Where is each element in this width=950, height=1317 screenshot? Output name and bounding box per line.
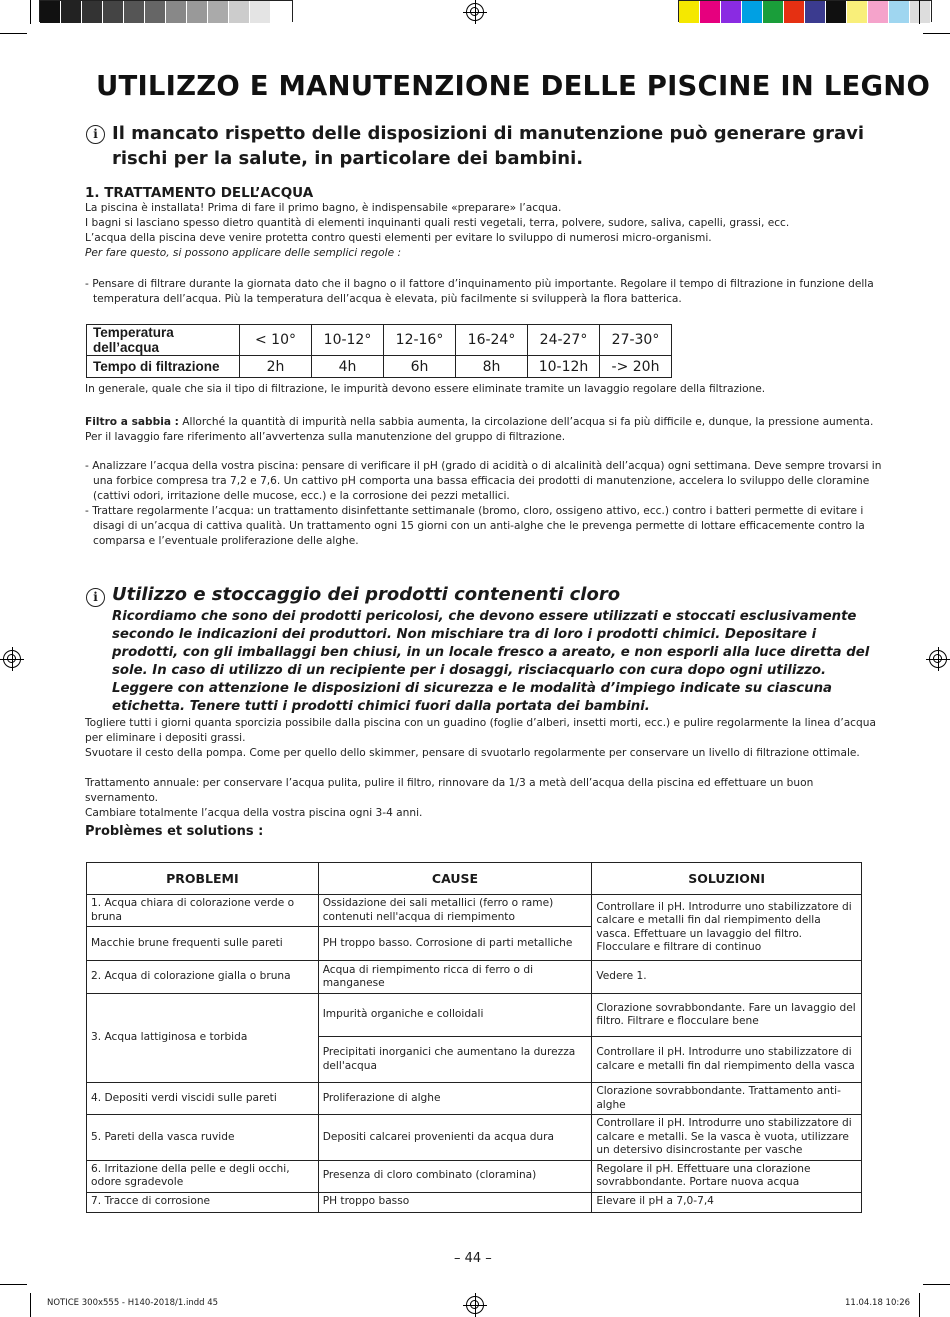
color-swatch [784,1,805,23]
maintenance-line: Svuotare il cesto della pompa. Come per quello dello skimmer, pensare di svuotarlo regolarmente per conservare un livello di filtrazione ottimale. [85,747,860,759]
color-swatch [250,1,271,23]
registration-mark-icon [466,1296,484,1314]
solution-cell: Clorazione sovrabbondante. Trattamento anti-alghe [592,1083,862,1115]
cause-cell: Depositi calcarei provenienti da acqua dura [318,1115,592,1161]
solution-cell: Controllare il pH. Introdurre uno stabilizzatore di calcare e metalli fin dal riempimento della vasca [592,1037,862,1083]
filtration-time-table [86,324,672,378]
intro-line: I bagni si lasciano spesso dietro quantità di elementi inquinanti quali resti vegetali, terra, polvere, sudore, saliva, capelli, grassi, ecc. [85,217,790,229]
crop-mark [923,33,950,34]
cause-cell: PH troppo basso [318,1192,592,1212]
table-row [87,961,862,994]
color-swatch [847,1,868,23]
column-header: PROBLEMI [87,863,319,895]
color-swatch [910,1,931,23]
temperature-row [87,325,672,356]
temperature-cell: 10-12° [312,325,384,356]
color-swatch [700,1,721,23]
color-swatch [103,1,124,23]
maintenance-paragraph [85,716,885,761]
cause-cell: Precipitati inorganici che aumentano la durezza dell'acqua [318,1037,592,1083]
solution-cell: Controllare il pH. Introdurre uno stabilizzatore di calcare e metalli. Se la vasca è vuota, utilizzare un detersivo disincrostante per vasche [592,1115,862,1161]
color-swatch [721,1,742,23]
chlorine-title: Utilizzo e stoccaggio dei prodotti contenenti cloro [112,584,621,605]
color-swatch [889,1,910,23]
table-row [87,1083,862,1115]
color-swatch [82,1,103,23]
color-swatch [763,1,784,23]
cause-cell: Ossidazione dei sali metallici (ferro o rame) contenuti nell'acqua di riempimento [318,895,592,927]
sand-filter-paragraph [85,415,885,445]
color-swatch [271,1,292,23]
table-header-row [87,863,862,895]
solution-cell: Vedere 1. [592,961,862,994]
solution-cell: Elevare il pH a 7,0-7,4 [592,1192,862,1212]
color-calibration-bar [678,0,932,22]
footer-file-name: NOTICE 300x555 - H140-2018/1.indd 45 [47,1298,219,1308]
crop-mark [923,1284,950,1285]
table-row [87,1192,862,1212]
page-title: UTILIZZO E MANUTENZIONE DELLE PISCINE IN LEGNO [96,70,931,102]
temperature-cell: 27-30° [600,325,672,356]
filtration-row [87,356,672,378]
solution-cell: Controllare il pH. Introdurre uno stabilizzatore di calcare e metalli fin dal riempimento della vasca. Effettuare un lavaggio del filtro. Flocculare e filtrare di continuo [592,895,862,961]
crop-mark [30,1293,31,1317]
gray-calibration-bar [39,0,293,22]
problem-cell: 1. Acqua chiara di colorazione verde o bruna [87,895,319,927]
cause-cell: PH troppo basso. Corrosione di parti metalliche [318,927,592,961]
footer-date: 11.04.18 10:26 [845,1298,911,1308]
temperature-cell: 24-27° [528,325,600,356]
crop-mark [0,33,27,34]
sand-filter-text: Allorché la quantità di impurità nella sabbia aumenta, la circolazione dell’acqua si fa più difficile e, dunque, la pressione aumenta. [178,416,874,428]
section-title: 1. TRATTAMENTO DELL’ACQUA [85,185,314,201]
color-swatch [229,1,250,23]
filtration-cell: 4h [312,356,384,378]
cause-cell: Proliferazione di alghe [318,1083,592,1115]
intro-paragraph [85,201,885,261]
intro-rules-line: Per fare questo, si possono applicare delle semplici regole : [85,247,402,259]
maintenance-line: Togliere tutti i giorni quanta sporcizia possibile dalla piscina con un guadino (foglie d’alberi, insetti morti, ecc.) e pulire regolarmente la linea d’acqua per eliminare i depositi grassi. [85,717,876,744]
problems-table [86,862,862,1213]
crop-mark [30,0,31,24]
color-swatch [679,1,700,23]
color-swatch [868,1,889,23]
color-swatch [187,1,208,23]
intro-line: L’acqua della piscina deve venire protetta contro questi elementi per evitare lo sviluppo di numerosi micro-organismi. [85,232,712,244]
temperature-cell: < 10° [240,325,312,356]
filtration-label: Tempo di filtrazione [87,356,240,378]
crop-mark [0,1284,27,1285]
annual-line: Trattamento annuale: per conservare l’acqua pulita, pulire il filtro, rinnovare da 1/3 a metà dell’acqua della piscina ed effettuare un buon svernamento. [85,777,814,804]
chlorine-warning: Ricordiamo che sono dei prodotti pericolosi, che devono essere utilizzati e stoccati esclusivamente secondo le indicazioni dei produttori. Non mischiare tra di loro i prodotti chimici. Depositare i prodotti, con gli imballaggi ben chiusi, in un locale fresco a areato, e non esporli alla luce diretta del sole. In caso di utilizzo di un recipiente per i dosaggi, risciacquarlo con cura dopo ogni utilizzo. Leggere con attenzione le disposizioni di sicurezza e le modalità d’impiego indicate su ciascuna etichetta. Tenere tutti i prodotti chimici fuori dalla portata dei bambini. [112,609,870,714]
problems-title: Problèmes et solutions : [85,824,264,839]
problem-cell: 7. Tracce di corrosione [87,1192,319,1212]
registration-mark-icon [3,650,21,668]
crop-mark [919,1293,920,1317]
general-paragraph: In generale, quale che sia il tipo di filtrazione, le impurità devono essere eliminate tramite un lavaggio regolare della filtrazione. [85,383,766,395]
color-swatch [742,1,763,23]
color-swatch [166,1,187,23]
annual-line: Cambiare totalmente l’acqua della vostra piscina ogni 3-4 anni. [85,807,423,819]
treat-bullet: - Trattare regolarmente l’acqua: un trattamento disinfettante settimanale (bromo, cloro, ossigeno attivo, ecc.) contro i batteri permette di evitare i disagi di un’acqua di cattiva qualità. Un trattamento ogni 15 giorni con un anti-alghe che le prevenga permette di lottare efficacemente contro la comparsa e l’eventuale proliferazione delle alghe. [85,505,865,547]
column-header: SOLUZIONI [592,863,862,895]
table-row [87,1160,862,1192]
registration-mark-icon [466,3,484,21]
temperature-cell: 12-16° [384,325,456,356]
problem-cell: 5. Pareti della vasca ruvide [87,1115,319,1161]
table-row [87,895,862,927]
color-swatch [208,1,229,23]
solution-cell: Clorazione sovrabbondante. Fare un lavaggio del filtro. Filtrare e flocculare bene [592,994,862,1037]
problem-cell: 4. Depositi verdi viscidi sulle pareti [87,1083,319,1115]
page-number: – 44 – [454,1251,492,1266]
temperature-label: Temperatura dell’acqua [87,325,240,356]
intro-line: La piscina è installata! Prima di fare il primo bagno, è indispensabile «preparare» l’acqua. [85,202,562,214]
problem-cell: Macchie brune frequenti sulle pareti [87,927,319,961]
color-swatch [805,1,826,23]
color-swatch [40,1,61,23]
color-swatch [124,1,145,23]
cause-cell: Impurità organiche e colloidali [318,994,592,1037]
crop-mark [919,0,920,24]
problem-cell: 3. Acqua lattiginosa e torbida [87,994,319,1083]
info-circle-icon: i [86,125,105,144]
temperature-cell: 16-24° [456,325,528,356]
cause-cell: Acqua di riempimento ricca di ferro o di manganese [318,961,592,994]
color-swatch [61,1,82,23]
problem-cell: 2. Acqua di colorazione gialla o bruna [87,961,319,994]
cause-cell: Presenza di cloro combinato (cloramina) [318,1160,592,1192]
color-swatch [826,1,847,23]
sand-filter-line: Per il lavaggio fare riferimento all’avvertenza sulla manutenzione del gruppo di filtrazione. [85,431,566,443]
solution-cell: Regolare il pH. Effettuare una clorazione sovrabbondante. Portare nuova acqua [592,1160,862,1192]
filtration-cell: 2h [240,356,312,378]
column-header: CAUSE [318,863,592,895]
filtration-cell: 8h [456,356,528,378]
filtration-cell: -> 20h [600,356,672,378]
filtration-cell: 6h [384,356,456,378]
filtering-bullet: - Pensare di filtrare durante la giornata dato che il bagno o il fattore d’inquinamento più importante. Regolare il tempo di filtrazione in funzione della temperatura dell’acqua. Più la temperatura dell’acqua è elevata, più facilmente si svilupperà la flora batterica. [85,278,874,305]
table-row [87,994,862,1037]
color-swatch [145,1,166,23]
info-circle-icon: i [86,588,105,607]
sand-filter-label: Filtro a sabbia : [85,416,179,428]
annual-treatment-paragraph [85,776,885,821]
safety-warning: Il mancato rispetto delle disposizioni di manutenzione può generare gravi rischi per la salute, in particolare dei bambini. [112,123,865,169]
filtration-cell: 10-12h [528,356,600,378]
problem-cell: 6. Irritazione della pelle e degli occhi, odore sgradevole [87,1160,319,1192]
table-row [87,1115,862,1161]
analyze-bullet: - Analizzare l’acqua della vostra piscina: pensare di verificare il pH (grado di acidità o di alcalinità dell’acqua) ogni settimana. Deve sempre trovarsi in una forbice compresa tra 7,2 e 7,6. Un cattivo pH comporta una bassa efficacia dei prodotti di manutenzione, accelera lo sviluppo delle cloramine (cattivi odori, irritazione delle mucose, ecc.) e la corrosione dei pezzi metallici. [85,460,882,502]
registration-mark-icon [929,650,947,668]
